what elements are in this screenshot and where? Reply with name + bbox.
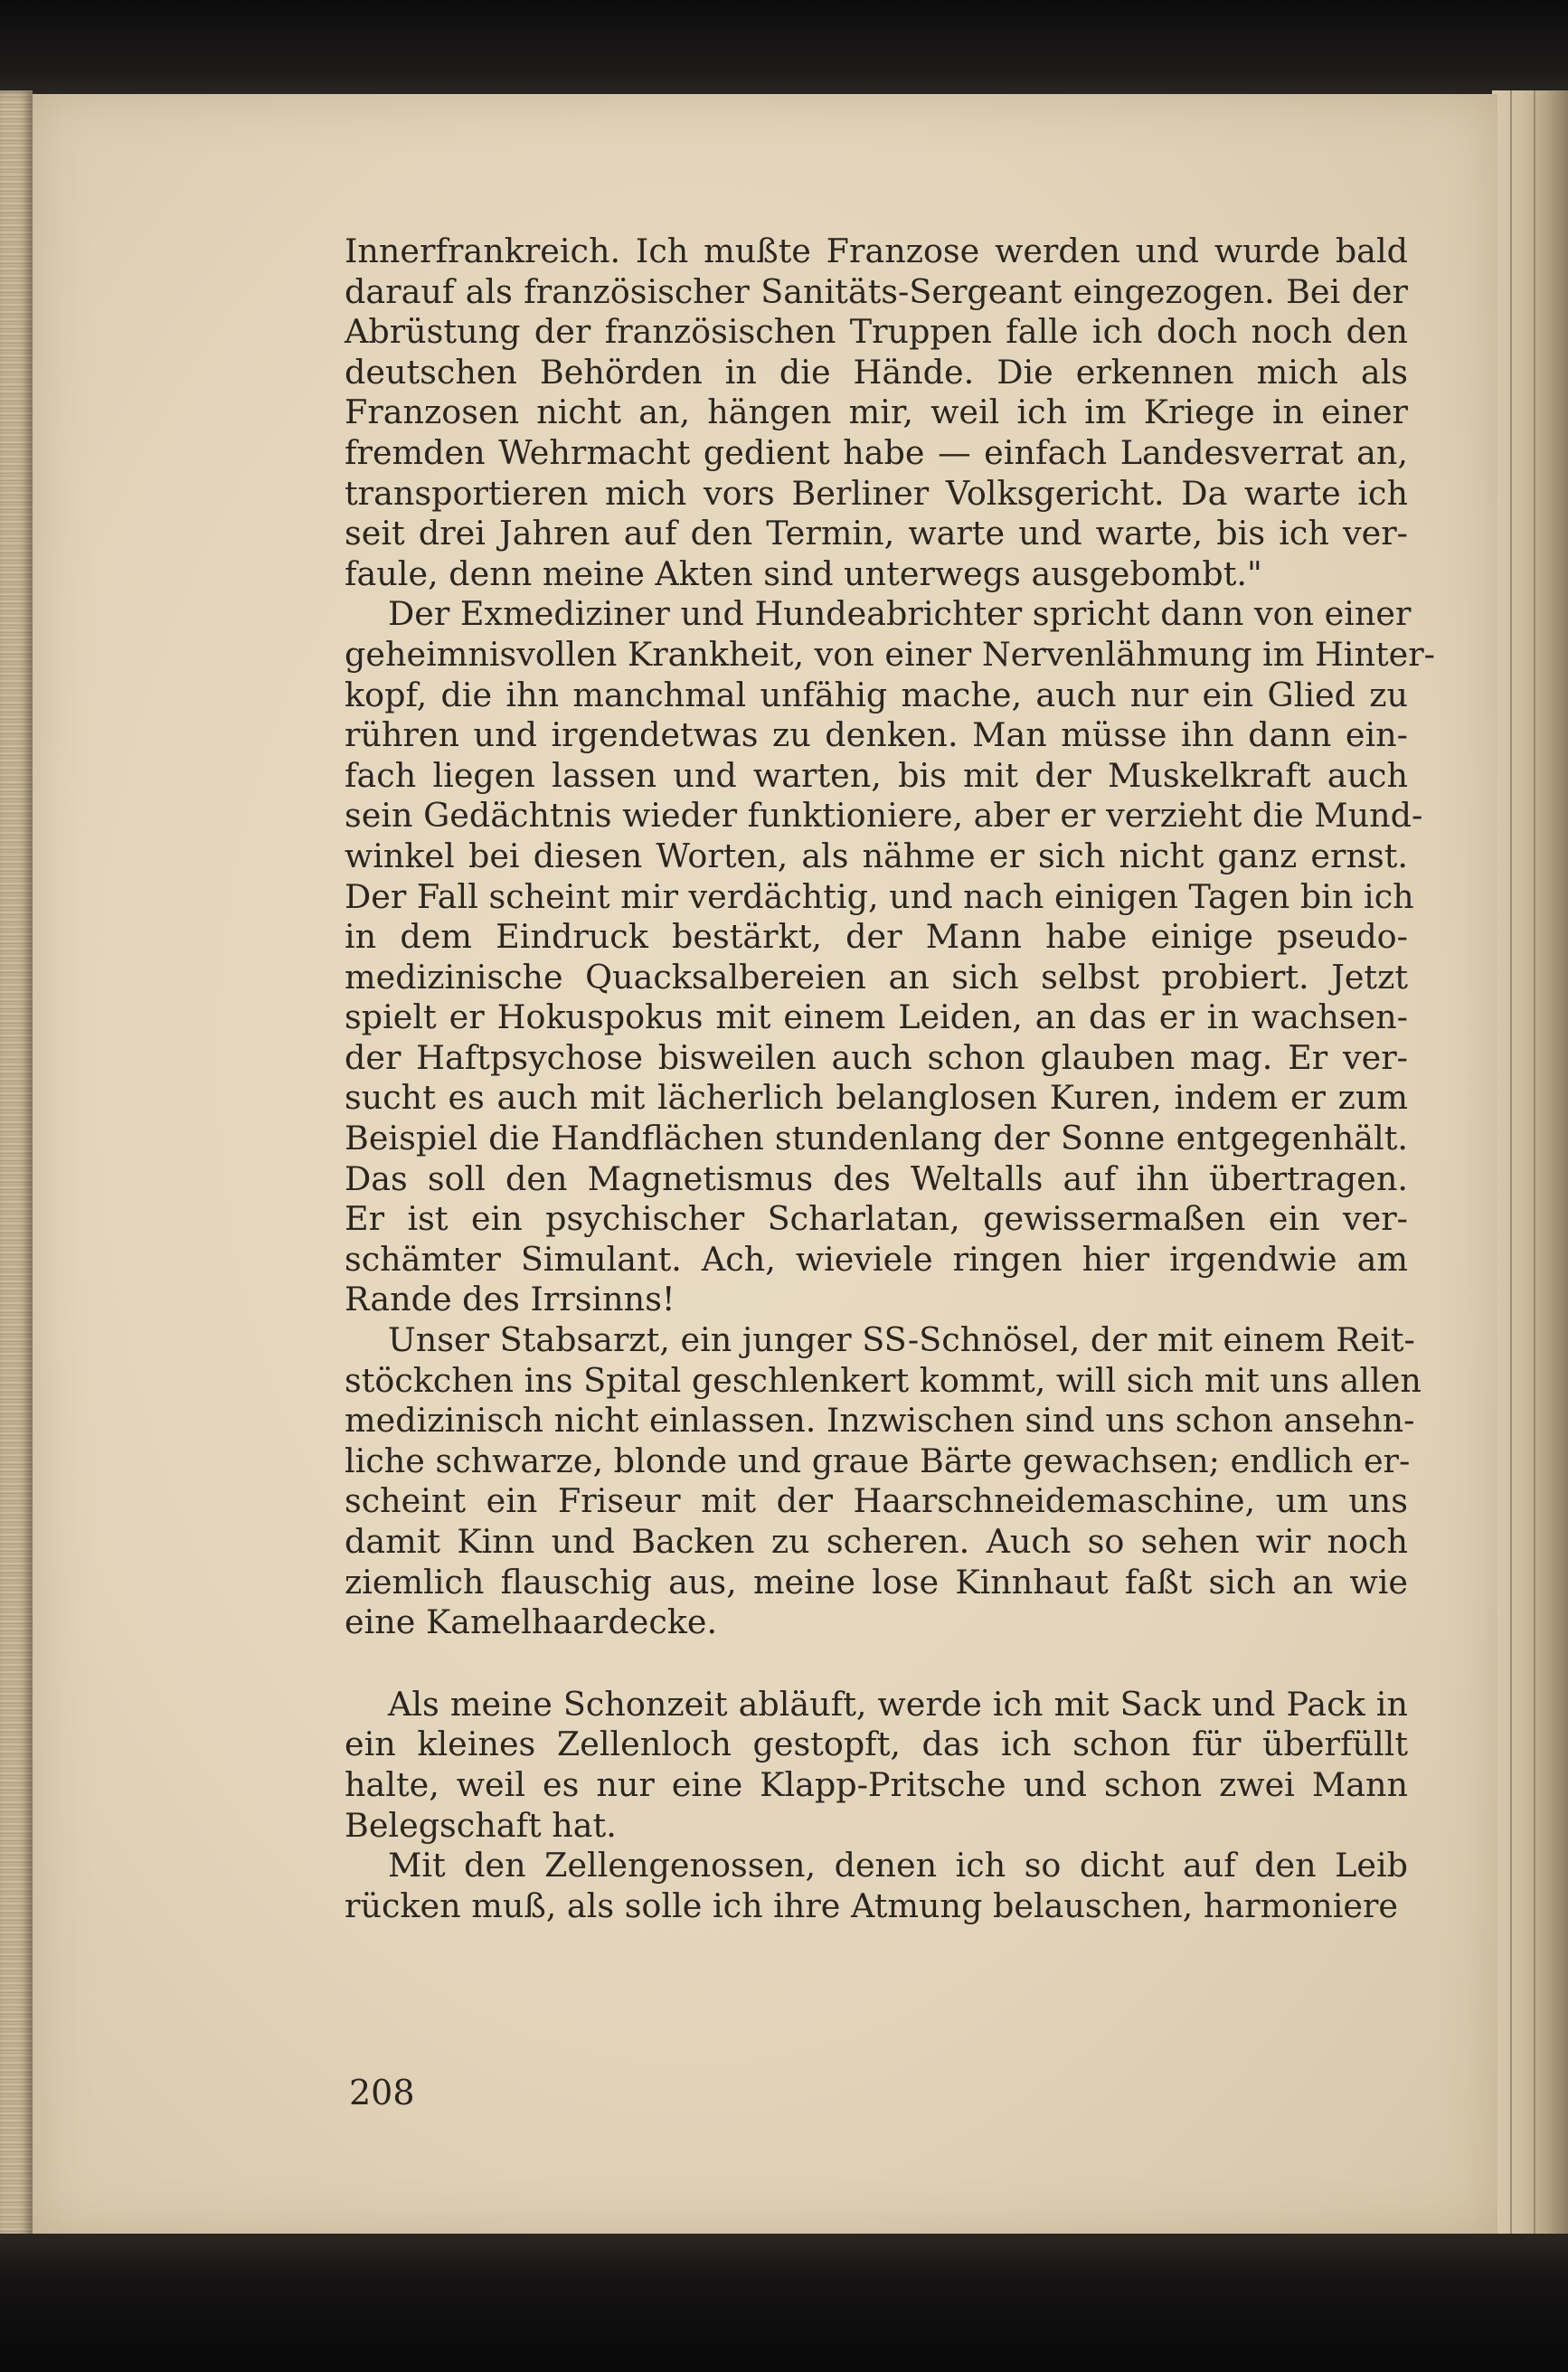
text-line: winkel bei diesen Worten, als nähme er sich nicht ganz ernst. xyxy=(345,836,1408,875)
text-line: transportieren mich vors Berliner Volksgericht. Da warte ich xyxy=(345,473,1408,513)
text-line: sein Gedächtnis wieder funktioniere, aber er verzieht die Mund- xyxy=(345,796,1423,836)
text-line: rühren und irgendetwas zu denken. Man müsse ihn dann ein- xyxy=(345,715,1408,755)
text-line: faule, denn meine Akten sind unterwegs ausgebombt." xyxy=(345,553,1262,593)
text-line: liche schwarze, blonde und graue Bärte gewachsen; endlich er- xyxy=(345,1441,1411,1480)
text-line: Der Exmediziner und Hundeabrichter spricht dann von einer xyxy=(388,594,1412,634)
text-line: Innerfrankreich. Ich mußte Franzose werden und wurde bald xyxy=(345,232,1408,270)
right-page-edges xyxy=(1492,90,1568,2243)
text-line: Abrüstung der französischen Truppen falle ich doch noch den xyxy=(345,312,1408,352)
text-line: fach liegen lassen und warten, bis mit der Muskelkraft auch xyxy=(345,755,1408,795)
text-line: ein kleines Zellenloch gestopft, das ich schon für überfüllt xyxy=(345,1725,1408,1764)
text-line: halte, weil es nur eine Klapp-Pritsche und schon zwei Mann xyxy=(345,1764,1408,1804)
text-line: rücken muß, als solle ich ihre Atmung belauschen, harmoniere xyxy=(345,1885,1399,1925)
text-line: schämter Simulant. Ach, wieviele ringen hier irgendwie am xyxy=(345,1239,1408,1279)
top-background xyxy=(0,0,1568,99)
text-line: spielt er Hokuspokus mit einem Leiden, an das er in wachsen- xyxy=(345,997,1408,1037)
text-line: sucht es auch mit lächerlich belanglosen Kuren, indem er zum xyxy=(345,1078,1408,1118)
text-line: stöckchen ins Spital geschlenkert kommt, will sich mit uns allen xyxy=(345,1360,1422,1400)
text-line: seit drei Jahren auf den Termin, warte und warte, bis ich ver- xyxy=(345,514,1408,553)
page-text xyxy=(345,232,1436,1926)
text-line: Als meine Schonzeit abläuft, werde ich mit Sack und Pack in xyxy=(388,1684,1408,1724)
text-line: damit Kinn und Backen zu scheren. Auch so sehen wir noch xyxy=(345,1522,1408,1561)
bottom-background xyxy=(0,2234,1568,2372)
text-line: deutschen Behörden in die Hände. Die erkennen mich als xyxy=(345,352,1408,392)
text-line: scheint ein Friseur mit der Haarschneidemaschine, um uns xyxy=(345,1481,1408,1521)
text-line: Unser Stabsarzt, ein junger SS-Schnösel, der mit einem Reit- xyxy=(388,1320,1415,1360)
text-line: in dem Eindruck bestärkt, der Mann habe einige pseudo- xyxy=(345,917,1408,957)
text-line: Mit den Zellengenossen, denen ich so dicht auf den Leib xyxy=(388,1846,1408,1885)
text-line: medizinische Quacksalbereien an sich selbst probiert. Jetzt xyxy=(345,957,1408,997)
book-page xyxy=(33,94,1497,2237)
text-line: geheimnisvollen Krankheit, von einer Nervenlähmung im Hinter- xyxy=(345,634,1436,674)
text-line: ziemlich flauschig aus, meine lose Kinnhaut faßt sich an wie xyxy=(345,1562,1408,1602)
text-line: Er ist ein psychischer Scharlatan, gewissermaßen ein ver- xyxy=(345,1199,1408,1239)
text-line: darauf als französischer Sanitäts-Sergeant eingezogen. Bei der xyxy=(345,271,1408,311)
text-line: Franzosen nicht an, hängen mir, weil ich im Kriege in einer xyxy=(345,392,1408,432)
text-line: Rande des Irrsinns! xyxy=(345,1280,675,1319)
text-line: medizinisch nicht einlassen. Inzwischen sind uns schon ansehn- xyxy=(345,1401,1415,1441)
text-line: kopf, die ihn manchmal unfähig mache, auch nur ein Glied zu xyxy=(345,675,1408,714)
left-page-edges xyxy=(0,90,33,2243)
text-line: Belegschaft hat. xyxy=(345,1805,617,1845)
text-line: eine Kamelhaardecke. xyxy=(345,1602,718,1642)
text-line: der Haftpsychose bisweilen auch schon glauben mag. Er ver- xyxy=(345,1037,1408,1077)
text-line: fremden Wehrmacht gedient habe — einfach Landesverrat an, xyxy=(345,432,1408,472)
text-line: Beispiel die Handflächen stundenlang der Sonne entgegenhält. xyxy=(345,1119,1408,1158)
page-number: 208 xyxy=(349,2073,415,2112)
text-line: Das soll den Magnetismus des Weltalls auf ihn übertragen. xyxy=(345,1158,1408,1198)
text-line: Der Fall scheint mir verdächtig, und nach einigen Tagen bin ich xyxy=(345,876,1414,916)
